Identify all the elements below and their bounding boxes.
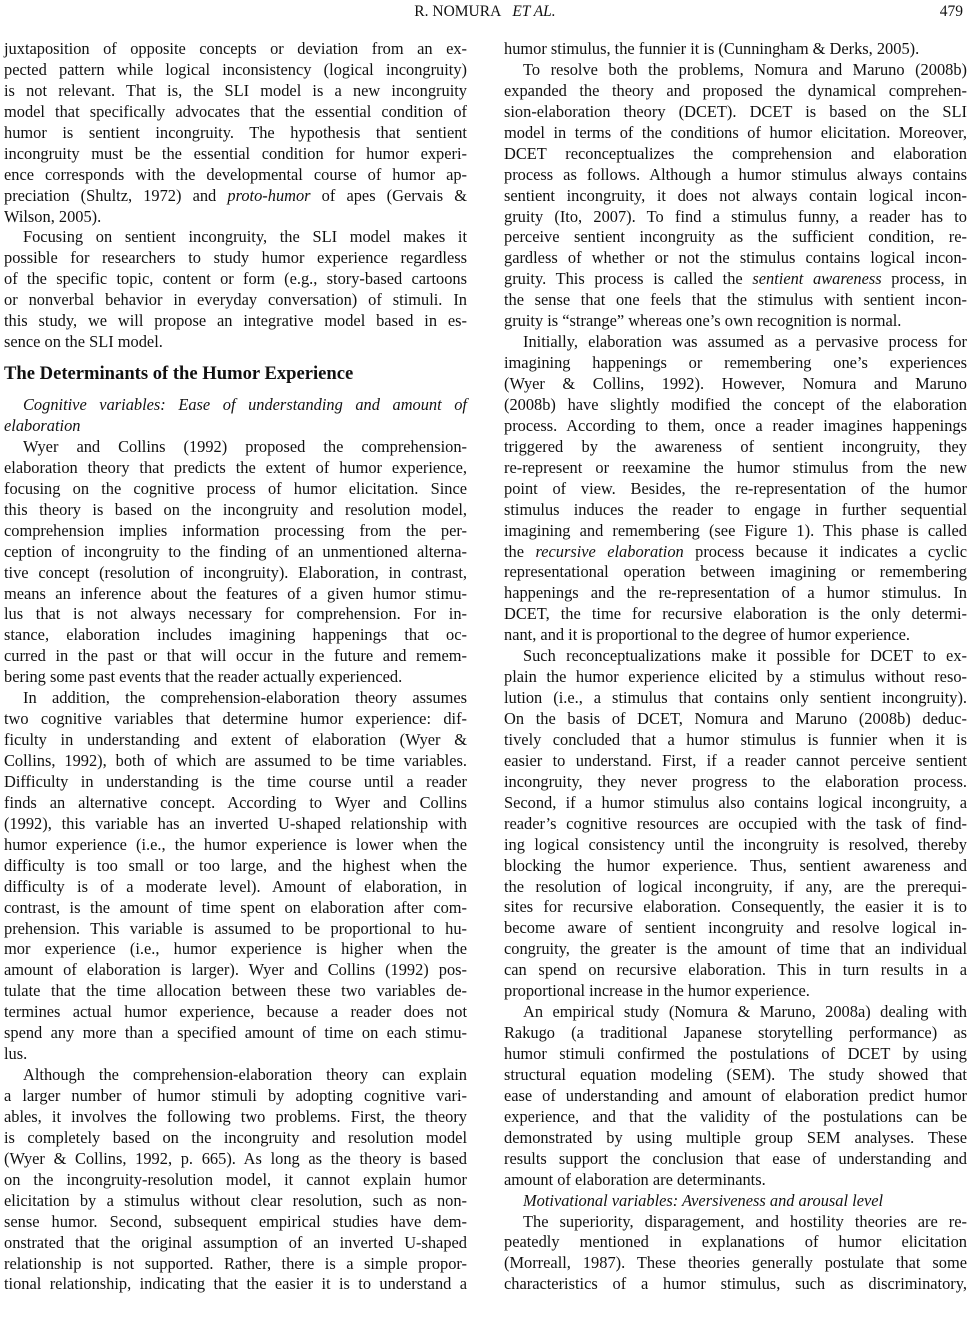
text-line: representational operation between imagining or remembering	[504, 562, 967, 582]
text-line: re-represent or reexamine the humor stimulus from the new	[504, 457, 967, 477]
section-heading: The Determinants of the Humor Experience	[4, 363, 354, 385]
text-line: tional relationship, indicating that the easier it is to understand a	[4, 1274, 467, 1294]
text-line: this theory is based on the incongruity and resolution model,	[4, 499, 467, 519]
text-line: on the incongruity-resolution model, it cannot explain humor	[4, 1169, 467, 1189]
paragraph-p5	[4, 1065, 467, 1295]
text-line: gardless of whether or not the stimulus contains logical incon-	[504, 248, 967, 268]
text-line: prehension. This variable is assumed to be proportional to hu-	[4, 918, 467, 938]
text-line: lution (i.e., a stimulus that contains only sentient incongruity).	[504, 688, 967, 708]
text-line: (Morreall, 1987). These theories generally postulate that some	[504, 1253, 967, 1273]
text-line	[4, 186, 467, 207]
text-line: means an inference about the features of a given humor stimu-	[4, 583, 467, 603]
text-line: Focusing on sentient incongruity, the SLI model makes it	[23, 227, 467, 247]
text-line: model in terms of the conditions of humor elicitation. Moreover,	[504, 122, 967, 142]
text-line: tively concluded that a humor stimulus is funnier when it is	[504, 729, 967, 749]
text-line: Rakugo (a traditional Japanese storytelling performance) as	[504, 1023, 967, 1043]
text-line: stance, elaboration includes imagining happenings that oc-	[4, 625, 467, 645]
text-line: amount of elaboration is larger). Wyer and Collins (1992) pos-	[4, 960, 467, 980]
text-line: happenings and the re-representation of a humor stimulus. In	[504, 583, 967, 603]
text-line	[504, 542, 967, 563]
text-line: The superiority, disparagement, and hostility theories are re-	[523, 1211, 967, 1231]
text-line: mor experience (i.e., humor experience is higher when the	[4, 939, 467, 959]
text-line: termines actual humor experience, because a reader does not	[4, 1002, 467, 1022]
text-line: ence corresponds with the developmental course of humor ap-	[4, 164, 467, 184]
text-line: comprehension implies information processing from the per-	[4, 520, 467, 540]
text-line: gruity is “strange” whereas one’s own recognition is normal.	[504, 311, 902, 331]
text-line: Wyer and Collins (1992) proposed the comprehension-	[23, 436, 467, 456]
text-line: To resolve both the problems, Nomura and Maruno (2008b)	[523, 59, 967, 79]
text-line: Difficulty in understanding is the time course until a reader	[4, 771, 467, 791]
text-line: finds an alternative concept. According to Wyer and Collins	[4, 792, 467, 812]
text-line: reader’s cognitive resources are occupied with the task of find-	[504, 813, 967, 833]
text-line: this study, we will propose an integrative model based in es-	[4, 311, 467, 331]
text-line: gruity (Ito, 2007). To find a stimulus funny, a reader has to	[504, 206, 967, 226]
et-al: ET AL.	[512, 3, 556, 20]
text-line: become aware of sentient incongruity and resolve logical in-	[504, 918, 967, 938]
text-line: congruity, the greater is the amount of time that an individual	[504, 939, 967, 959]
paragraph-subheading	[504, 1191, 967, 1212]
text-segment: the	[504, 541, 536, 561]
text-line: incongruity must be the essential condition for humor experi-	[4, 143, 467, 163]
text-line: humor stimuli confirmed the postulations of DCET by using	[504, 1044, 967, 1063]
text-line: demonstrated by using multiple group SEM analyses. These	[504, 1127, 967, 1147]
text-line: curred in the past or that will occur in the future and remem-	[4, 646, 467, 666]
text-line: ception of incongruity to the finding of an unmentioned alterna-	[4, 541, 467, 561]
text-line: ficulty in understanding and extent of elaboration (Wyer &	[4, 730, 467, 750]
text-line: is completely based on the incongruity and resolution model	[4, 1127, 467, 1147]
text-line: can spend on recursive elaboration. This in turn results in a	[504, 960, 967, 980]
text-line: easier to understand. First, if a reader cannot perceive sentient	[504, 750, 967, 770]
text-line: two cognitive variables that determine humor experience: dif-	[4, 709, 467, 729]
text-line: the resolution of logical incongruity, if any, are the prerequi-	[504, 876, 967, 896]
paragraph-p1	[504, 39, 967, 60]
text-line: lus that is not always necessary for comprehension. For in-	[4, 604, 467, 624]
paragraph-p6	[504, 1212, 967, 1296]
text-line: perceive sentient incongruity as the sufficient condition, re-	[504, 227, 967, 247]
paragraph-p5	[504, 1002, 967, 1190]
text-line: Collins, 1992), both of which are assumed to be time variables.	[4, 751, 467, 770]
text-line: point of view. Besides, the re-representation of the humor	[504, 478, 967, 498]
text-line: process. According to them, once a reader imagines happenings	[504, 415, 967, 435]
text-segment: gruity. This process is called the	[504, 269, 753, 289]
text-line: In addition, the comprehension-elaboration theory assumes	[23, 688, 467, 708]
text-line: tulate that the time allocation between these two variables de-	[4, 981, 467, 1001]
paragraph-p2	[4, 227, 467, 353]
text-line: sites for recursive elaboration. Consequently, the easier it is to	[504, 897, 967, 917]
text-line: imagining happenings or remembering one’s experiences	[504, 353, 967, 373]
text-segment: of apes (Gervais &	[310, 185, 467, 205]
text-segment: process, in	[881, 269, 967, 289]
text-line: the sense that one feels that the stimulus with sentient incon-	[504, 290, 967, 310]
emphasis: sentient awareness	[752, 269, 882, 289]
text-line: relationship is not supported. Rather, there is a simple propor-	[4, 1253, 467, 1273]
text-line: sence on the SLI model.	[4, 332, 163, 352]
text-line: sentient incongruity, it does not always contain logical incon-	[504, 185, 967, 205]
text-line: Second, if a humor stimulus also contains logical incongruity, a	[504, 792, 967, 812]
text-line: difficulty is too small or too large, and the highest when the	[4, 855, 467, 875]
text-line: amount of elaboration are determinants.	[504, 1169, 766, 1189]
text-line: structural equation modeling (SEM). The study showed that	[504, 1064, 967, 1084]
text-line: ease of understanding and amount of elaboration predict humor	[504, 1085, 967, 1105]
text-line: Initially, elaboration was assumed as a pervasive process for	[523, 332, 967, 352]
text-line: sion-elaboration theory (DCET). DCET is based on the SLI	[504, 101, 967, 121]
text-line: sense humor. Second, subsequent empirical studies have dem-	[4, 1211, 467, 1231]
text-line: focusing on the cognitive process of humor elicitation. Since	[4, 478, 467, 498]
text-line: elicitation by a stimulus without clear resolution, such as non-	[4, 1190, 467, 1210]
text-line: triggered by the awareness of sentient incongruity, they	[504, 436, 967, 456]
text-segment: process because it indicates a cyclic	[683, 541, 967, 561]
text-line: pected pattern while logical inconsistency (logical incongruity)	[4, 59, 467, 79]
text-line: process as follows. Although a humor stimulus always contains	[504, 164, 967, 184]
text-line: experience, and that the validity of the postulations can be	[504, 1106, 967, 1126]
text-line: difficulty is of a moderate level). Amount of elaboration, in	[4, 876, 467, 896]
text-line: humor stimulus, the funnier it is (Cunningham & Derks, 2005).	[504, 39, 920, 58]
emphasis: proto-humor	[227, 185, 311, 205]
text-line: (Wyer & Collins, 1992, p. 665). As long as the theory is based	[4, 1148, 467, 1168]
text-line: is not relevant. That is, the SLI model is a new incongruity	[4, 80, 467, 100]
paragraph-p4	[4, 688, 467, 1065]
text-line: peatedly mentioned in explanations of humor elicitation	[504, 1232, 967, 1252]
paragraph-p3	[4, 437, 467, 688]
text-line: onstrated that the original assumption of an inverted U-shaped	[4, 1232, 467, 1252]
left-column	[4, 39, 467, 1295]
text-line: stimulus induces the reader to engage in further sequential	[504, 499, 967, 519]
text-line: of the specific topic, content or form (e.g., story-based cartoons	[4, 269, 467, 289]
text-line: humor experience (i.e., the humor experience is lower when the	[4, 834, 467, 854]
running-head-authors	[0, 3, 970, 21]
text-line: An empirical study (Nomura & Maruno, 2008a) dealing with	[523, 1002, 967, 1022]
text-line: DCET, the time for recursive elaboration is the only determi-	[504, 604, 967, 624]
page-number: 479	[939, 3, 963, 20]
text-line: possible for researchers to study humor experience regardless	[4, 248, 467, 268]
text-line: On the basis of DCET, Nomura and Maruno (2008b) deduc-	[504, 709, 967, 728]
text-line: juxtaposition of opposite concepts or deviation from an ex-	[4, 39, 467, 58]
text-line: Motivational variables: Aversiveness and arousal level	[523, 1190, 884, 1210]
text-line: ables, it involves the following two problems. First, the theory	[4, 1106, 467, 1126]
text-line: characteristics of a humor stimulus, such as discriminatory,	[504, 1274, 967, 1294]
text-line: humor is sentient incongruity. The hypothesis that sentient	[4, 122, 467, 142]
text-line: (Wyer & Collins, 1992). However, Nomura and Maruno	[504, 374, 967, 393]
text-line: (2008b) have slightly modified the concept of the elaboration	[504, 394, 967, 414]
author-name: R. NOMURA	[414, 3, 501, 20]
text-line: Wilson, 2005).	[4, 206, 102, 226]
text-line: lus.	[4, 1044, 28, 1064]
running-header	[0, 0, 970, 30]
right-column	[504, 39, 967, 1295]
emphasis: recursive elaboration	[535, 541, 684, 561]
text-line: imagining and remembering (see Figure 1). This phase is called	[504, 520, 967, 540]
paragraph-p2	[504, 60, 967, 332]
text-line: Although the comprehension-elaboration theory can explain	[23, 1065, 467, 1085]
text-line: incongruity, they never progress to the elaboration process.	[504, 771, 967, 791]
text-line: ing logical consistency until the incongruity is resolved, thereby	[504, 834, 967, 854]
text-line: a larger number of humor stimuli by adopting cognitive vari-	[4, 1086, 467, 1105]
text-line: model that specifically advocates that the essential condition of	[4, 101, 467, 121]
text-line: plain the humor experience elicited by a stimulus without reso-	[504, 667, 967, 687]
text-line: (1992), this variable has an inverted U-shaped relationship with	[4, 813, 467, 833]
text-line: or nonverbal behavior in everyday conversation) of stimuli. In	[4, 290, 467, 310]
text-line: contrast, is the amount of time spent on elaboration after com-	[4, 897, 467, 917]
paragraph-p1	[4, 39, 467, 227]
paragraph-subheading	[4, 395, 467, 437]
text-line: spend any more than a specified amount of time on each stimu-	[4, 1023, 467, 1043]
text-line	[504, 269, 967, 290]
text-line: Cognitive variables: Ease of understanding and amount of	[23, 395, 467, 415]
text-line: expanded the theory and proposed the dynamical comprehen-	[504, 80, 967, 100]
text-segment: preciation (Shultz, 1972) and	[4, 185, 228, 205]
text-line: DCET reconceptualizes the comprehension and elaboration	[504, 143, 967, 163]
paragraph-p4	[504, 646, 967, 1002]
text-line: blocking the humor experience. Thus, sentient awareness and	[504, 855, 967, 875]
text-line: elaboration theory that predicts the extent of humor experience,	[4, 457, 467, 477]
text-line: nant, and it is proportional to the degree of humor experience.	[504, 625, 910, 645]
paragraph-p3	[504, 332, 967, 646]
text-line: proportional increase in the humor experience.	[504, 981, 810, 1001]
text-line: Such reconceptualizations make it possible for DCET to ex-	[523, 646, 967, 666]
text-line: elaboration	[4, 416, 81, 435]
text-line: tive concept (resolution of incongruity). Elaboration, in contrast,	[4, 562, 467, 582]
text-line: bering some past events that the reader actually experienced.	[4, 667, 403, 687]
text-line: results support the conclusion that ease of understanding and	[504, 1148, 967, 1168]
